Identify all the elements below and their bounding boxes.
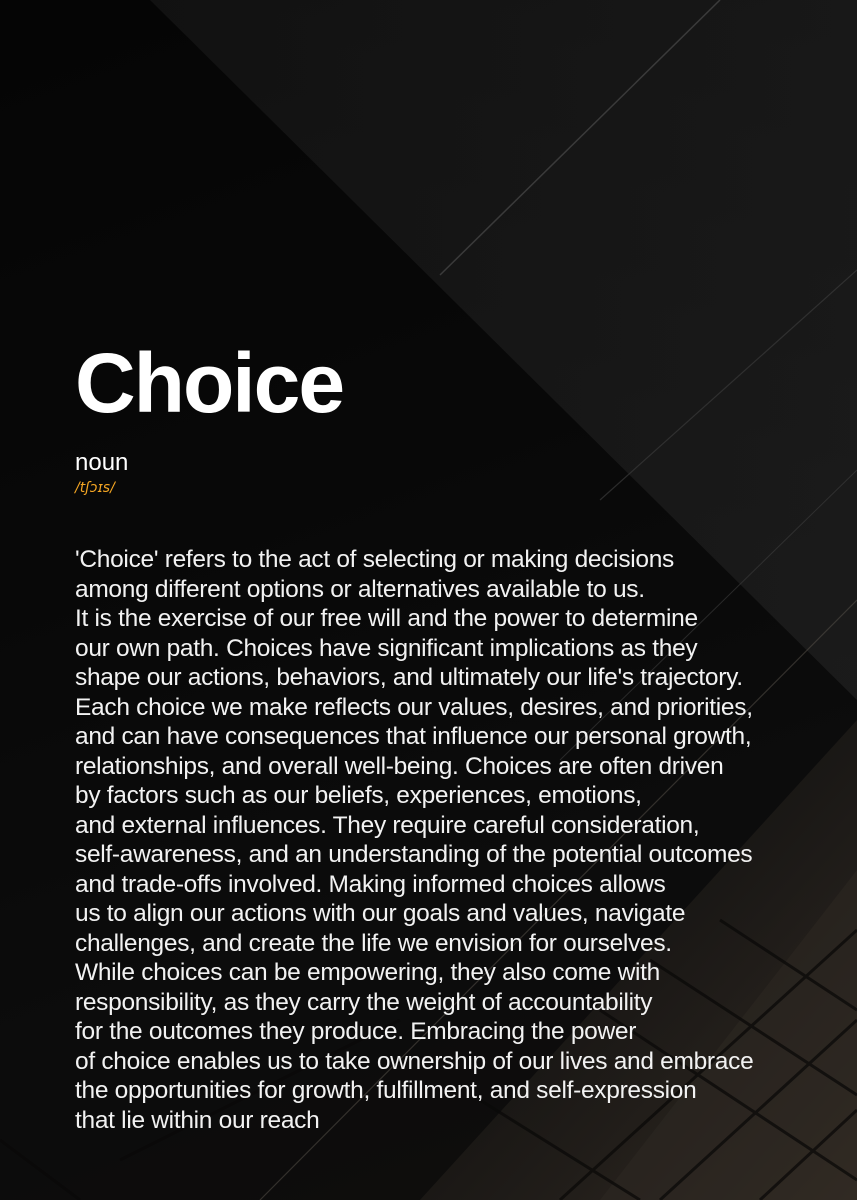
definition-line: 'Choice' refers to the act of selecting or making decisions: [75, 546, 675, 573]
definition-line: our own path. Choices have significant implications as they: [75, 634, 698, 662]
definition-line: relationships, and overall well-being. Choices are often driven: [75, 752, 724, 780]
part-of-speech: noun: [75, 449, 129, 476]
definition-line: shape our actions, behaviors, and ultimately our life's trajectory.: [75, 664, 743, 691]
definition-line: self-awareness, and an understanding of the potential outcomes: [75, 841, 753, 868]
definition-line: us to align our actions with our goals and values, navigate: [75, 900, 686, 927]
definition-line: the opportunities for growth, fulfillment, and self-expression: [75, 1077, 697, 1104]
definition-line: challenges, and create the life we envision for ourselves.: [75, 929, 672, 957]
definition-line: among different options or alternatives available to us.: [75, 575, 645, 603]
definition-line: that lie within our reach: [75, 1106, 320, 1134]
definition-line: It is the exercise of our free will and the power to determine: [75, 605, 698, 632]
definition-line: by factors such as our beliefs, experiences, emotions,: [75, 782, 642, 809]
definition-line: responsibility, as they carry the weight of accountability: [75, 988, 653, 1016]
definition-line: Each choice we make reflects our values, desires, and priorities,: [75, 693, 753, 721]
word-title: Choice: [75, 336, 344, 430]
definition-line: and can have consequences that influence our personal growth,: [75, 723, 752, 750]
definition-line: for the outcomes they produce. Embracing the power: [75, 1018, 637, 1045]
definition-line: of choice enables us to take ownership of our lives and embrace: [75, 1047, 754, 1075]
definition-line: and external influences. They require careful consideration,: [75, 811, 700, 839]
pronunciation: /tʃɔɪs/: [75, 480, 115, 496]
definition-line: While choices can be empowering, they also come with: [75, 959, 660, 986]
definition-line: and trade-offs involved. Making informed choices allows: [75, 870, 666, 898]
definition-text: [75, 545, 845, 1135]
